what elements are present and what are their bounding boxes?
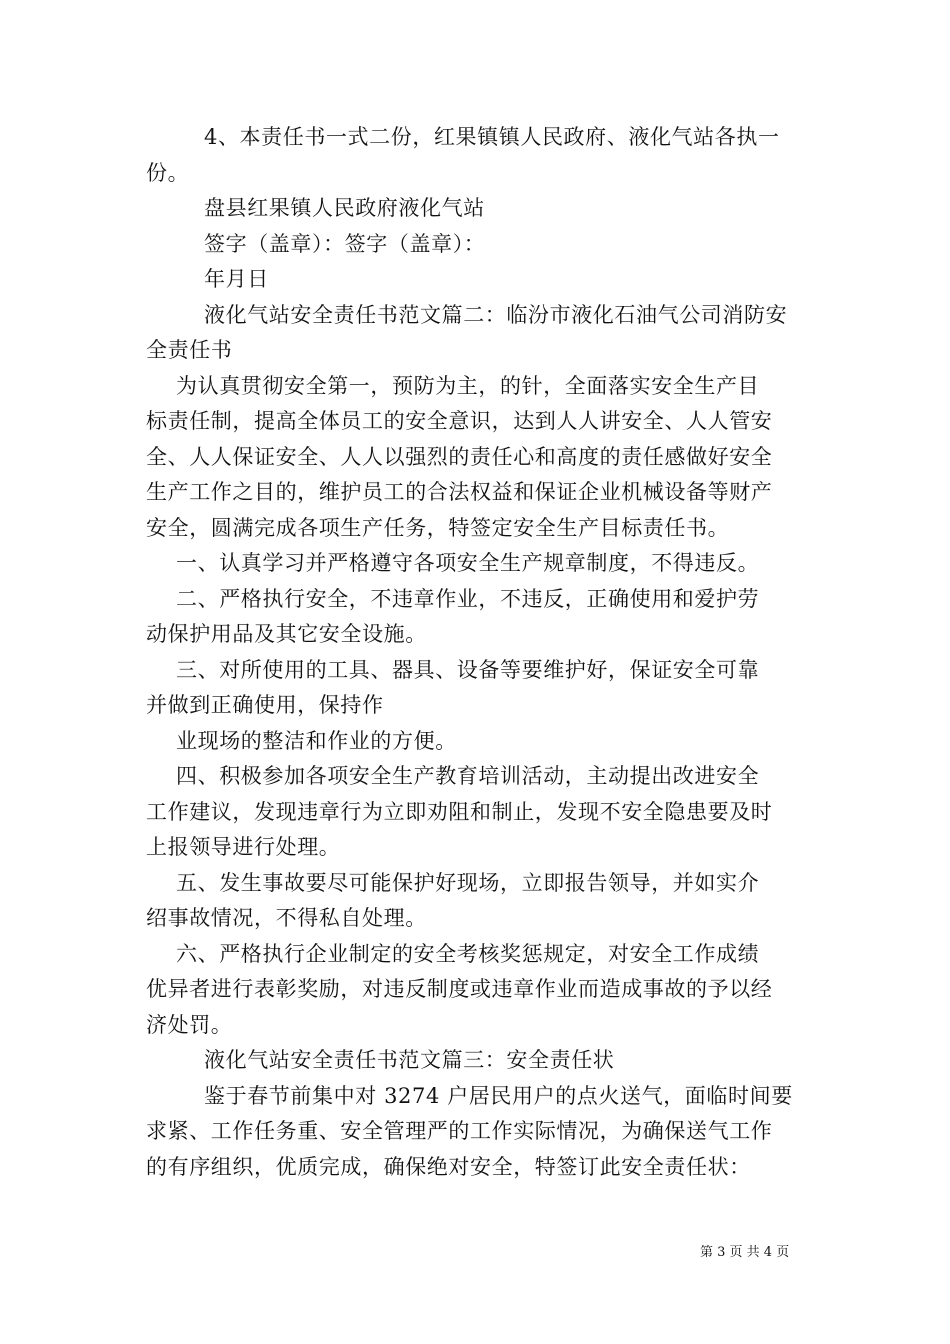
text-line: 盘县红果镇人民政府液化气站: [204, 196, 485, 220]
text-line: 三、对所使用的工具、器具、设备等要维护好，保证安全可靠: [176, 657, 760, 682]
page-number: 第 3 页 共 4 页: [700, 1245, 790, 1260]
text-line: 业现场的整洁和作业的方便。: [176, 728, 457, 753]
text-line: 全、人人保证安全、人人以强烈的责任心和高度的责任感做好安全: [146, 444, 773, 469]
text-line: 全责任书: [146, 338, 233, 362]
text-line: 济处罚。: [146, 1012, 233, 1037]
text-line: 为认真贯彻安全第一，预防为主，的针，全面落实安全生产目: [176, 373, 760, 398]
text-line: 液化气站安全责任书范文篇二：临汾市液化石油气公司消防安: [204, 302, 788, 327]
text-line: 年月日: [204, 267, 269, 291]
text-line: 份。: [146, 160, 190, 185]
text-line: 五、发生事故要尽可能保护好现场，立即报告领导，并如实介: [176, 870, 760, 895]
text-line: 签字（盖章）：签字（盖章）：: [204, 231, 486, 256]
text-line: 液化气站安全责任书范文篇三：安全责任状: [204, 1048, 615, 1072]
text-line: 生产工作之目的，维护员工的合法权益和保证企业机械设备等财产: [146, 480, 773, 504]
text-line: 4、本责任书一式二份，红果镇镇人民政府、液化气站各执一: [204, 125, 780, 149]
text-line: 并做到正确使用，保持作: [146, 693, 384, 717]
text-line: 一、认真学习并严格遵守各项安全生产规章制度，不得违反。: [176, 551, 760, 575]
text-line: 优异者进行表彰奖励，对违反制度或违章作业而造成事故的予以经: [146, 977, 773, 1001]
text-line: 求紧、工作任务重、安全管理严的工作实际情况，为确保送气工作: [146, 1119, 773, 1143]
text-line: 标责任制，提高全体员工的安全意识，达到人人讲安全、人人管安: [146, 409, 773, 433]
text-line: 绍事故情况，不得私自处理。: [146, 906, 427, 930]
text-line: 安全，圆满完成各项生产任务，特签定安全生产目标责任书。: [146, 515, 730, 540]
text-line: 四、积极参加各项安全生产教育培训活动，主动提出改进安全: [176, 764, 760, 788]
text-line: 鉴于春节前集中对 3274 户居民用户的点火送气，面临时间要: [204, 1083, 793, 1108]
text-line: 工作建议，发现违章行为立即劝阻和制止，发现不安全隐患要及时: [146, 799, 773, 824]
text-line: 二、严格执行安全，不违章作业，不违反，正确使用和爱护劳: [176, 586, 760, 611]
text-line: 上报领导进行处理。: [146, 835, 341, 859]
text-line: 动保护用品及其它安全设施。: [146, 622, 427, 646]
text-line: 六、严格执行企业制定的安全考核奖惩规定，对安全工作成绩: [176, 941, 760, 966]
text-line: 的有序组织，优质完成，确保绝对安全，特签订此安全责任状：: [146, 1154, 751, 1179]
